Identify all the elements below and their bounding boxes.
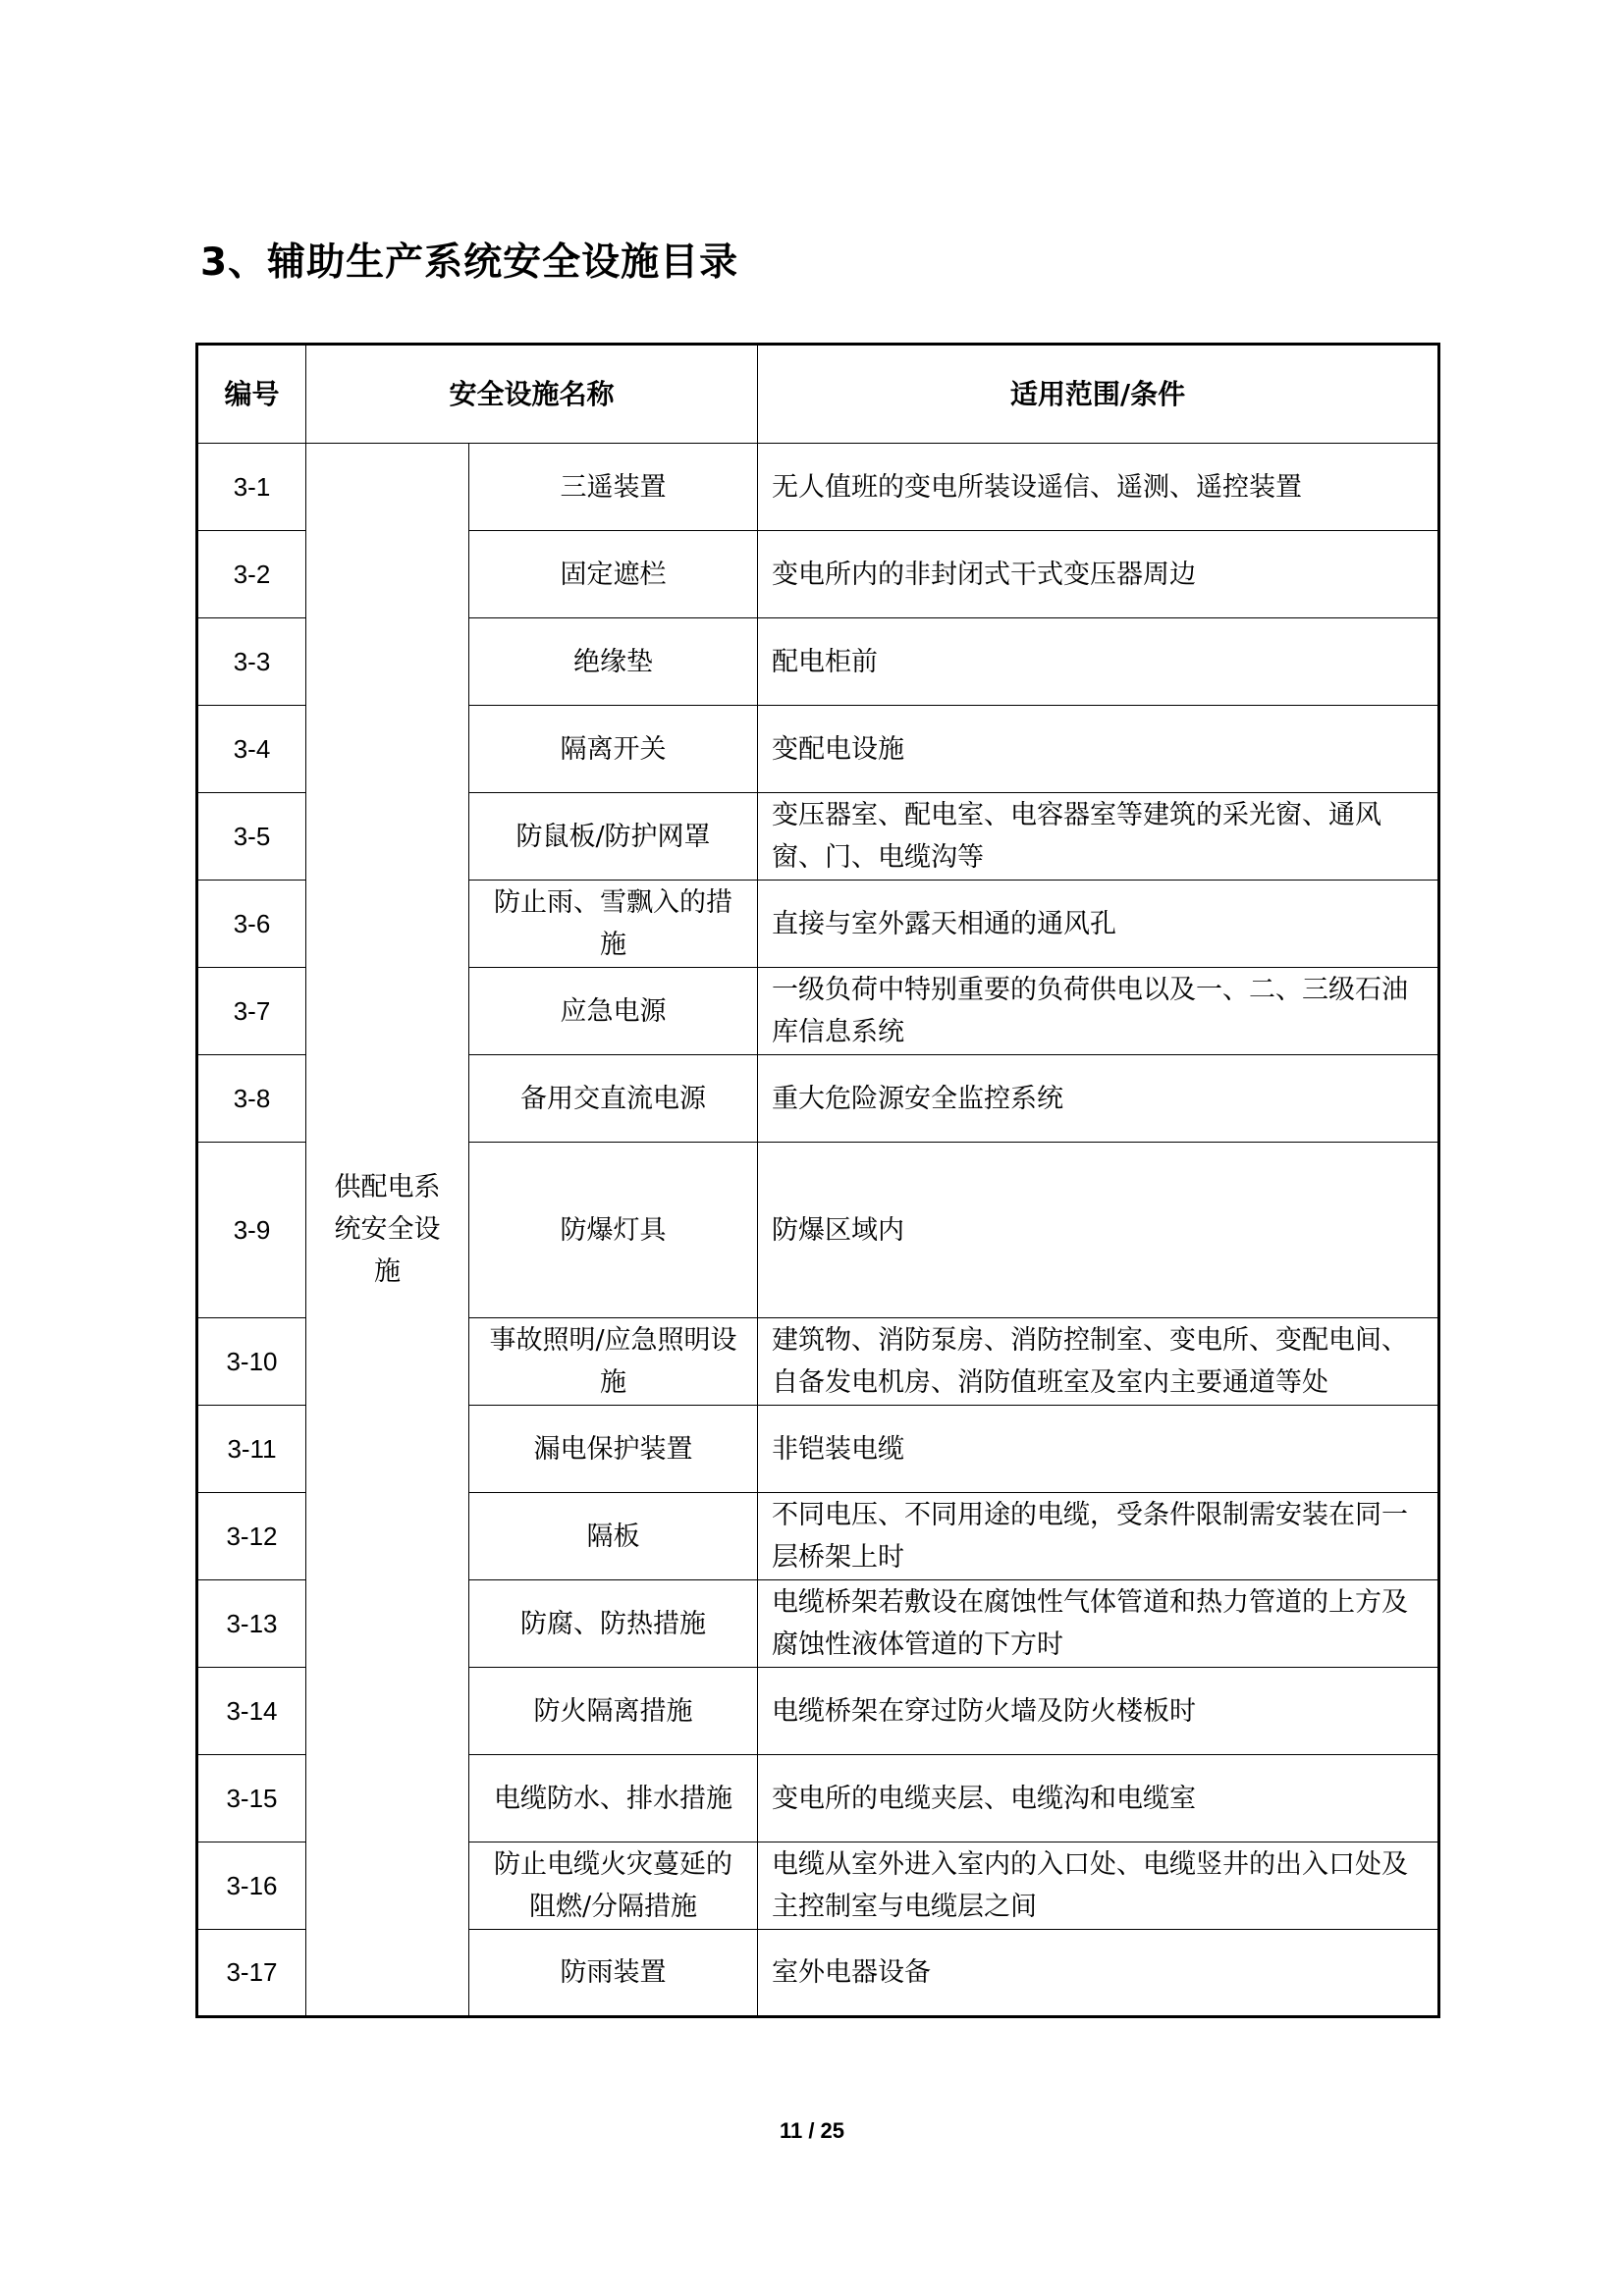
facility-name: 防火隔离措施 xyxy=(469,1668,758,1755)
facility-name: 电缆防水、排水措施 xyxy=(469,1755,758,1842)
section-heading: 3、辅助生产系统安全设施目录 xyxy=(200,240,739,285)
facility-scope: 不同电压、不同用途的电缆，受条件限制需安装在同一层桥架上时 xyxy=(758,1493,1439,1580)
facility-name: 防止雨、雪飘入的措施 xyxy=(469,881,758,968)
safety-facilities-table xyxy=(195,343,1440,2018)
row-number: 3-11 xyxy=(197,1406,306,1493)
header-name: 安全设施名称 xyxy=(306,345,758,444)
facility-name: 备用交直流电源 xyxy=(469,1055,758,1143)
facility-name: 事故照明/应急照明设施 xyxy=(469,1318,758,1406)
table-header-row xyxy=(197,345,1439,444)
facility-name: 应急电源 xyxy=(469,968,758,1055)
facility-scope: 电缆桥架若敷设在腐蚀性气体管道和热力管道的上方及腐蚀性液体管道的下方时 xyxy=(758,1580,1439,1668)
row-number: 3-3 xyxy=(197,618,306,706)
row-number: 3-2 xyxy=(197,531,306,618)
row-number: 3-13 xyxy=(197,1580,306,1668)
facility-name: 防腐、防热措施 xyxy=(469,1580,758,1668)
facility-name: 隔离开关 xyxy=(469,706,758,793)
facility-scope: 重大危险源安全监控系统 xyxy=(758,1055,1439,1143)
facility-scope: 防爆区域内 xyxy=(758,1143,1439,1318)
page-number: 11 / 25 xyxy=(779,2118,845,2143)
facility-scope: 电缆桥架在穿过防火墙及防火楼板时 xyxy=(758,1668,1439,1755)
facility-scope: 变压器室、配电室、电容器室等建筑的采光窗、通风窗、门、电缆沟等 xyxy=(758,793,1439,881)
facility-scope: 变配电设施 xyxy=(758,706,1439,793)
facility-name: 防鼠板/防护网罩 xyxy=(469,793,758,881)
row-number: 3-8 xyxy=(197,1055,306,1143)
header-scope: 适用范围/条件 xyxy=(758,345,1439,444)
facility-scope: 一级负荷中特别重要的负荷供电以及一、二、三级石油库信息系统 xyxy=(758,968,1439,1055)
facility-name: 三遥装置 xyxy=(469,444,758,531)
facility-name: 漏电保护装置 xyxy=(469,1406,758,1493)
facility-scope: 电缆从室外进入室内的入口处、电缆竖井的出入口处及主控制室与电缆层之间 xyxy=(758,1842,1439,1930)
facility-name: 防止电缆火灾蔓延的阻燃/分隔措施 xyxy=(469,1842,758,1930)
facility-scope: 直接与室外露天相通的通风孔 xyxy=(758,881,1439,968)
facility-scope: 变电所内的非封闭式干式变压器周边 xyxy=(758,531,1439,618)
row-number: 3-6 xyxy=(197,881,306,968)
row-number: 3-16 xyxy=(197,1842,306,1930)
facility-name: 防爆灯具 xyxy=(469,1143,758,1318)
row-number: 3-5 xyxy=(197,793,306,881)
facility-scope: 室外电器设备 xyxy=(758,1930,1439,2017)
category-cell: 供配电系统安全设施 xyxy=(306,444,469,2017)
facility-scope: 无人值班的变电所装设遥信、遥测、遥控装置 xyxy=(758,444,1439,531)
facility-name: 绝缘垫 xyxy=(469,618,758,706)
row-number: 3-15 xyxy=(197,1755,306,1842)
row-number: 3-14 xyxy=(197,1668,306,1755)
row-number: 3-10 xyxy=(197,1318,306,1406)
facility-scope: 配电柜前 xyxy=(758,618,1439,706)
facility-scope: 非铠装电缆 xyxy=(758,1406,1439,1493)
row-number: 3-1 xyxy=(197,444,306,531)
facility-name: 防雨装置 xyxy=(469,1930,758,2017)
facility-scope: 建筑物、消防泵房、消防控制室、变电所、变配电间、自备发电机房、消防值班室及室内主要通道等处 xyxy=(758,1318,1439,1406)
facility-scope: 变电所的电缆夹层、电缆沟和电缆室 xyxy=(758,1755,1439,1842)
facility-name: 固定遮栏 xyxy=(469,531,758,618)
row-number: 3-4 xyxy=(197,706,306,793)
row-number: 3-9 xyxy=(197,1143,306,1318)
row-number: 3-7 xyxy=(197,968,306,1055)
row-number: 3-12 xyxy=(197,1493,306,1580)
table-row xyxy=(197,444,1439,531)
header-number: 编号 xyxy=(197,345,306,444)
facility-name: 隔板 xyxy=(469,1493,758,1580)
row-number: 3-17 xyxy=(197,1930,306,2017)
